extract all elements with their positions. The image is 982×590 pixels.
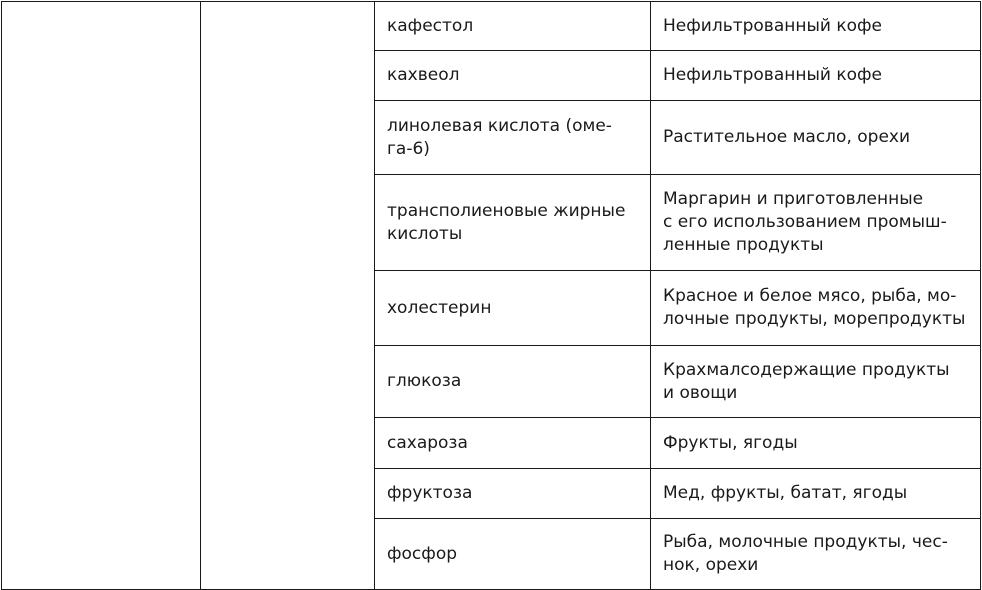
compound-cell: холестерин [375,271,651,346]
source-cell: Маргарин и приготовленные с его использованием промыш- ленные продукты [651,175,981,271]
source-cell: Нефильтрованный кофе [651,51,981,101]
compound-cell: кахвеол [375,51,651,101]
compound-cell: глюкоза [375,346,651,418]
source-cell: Мед, фрукты, батат, ягоды [651,469,981,519]
empty-cell-group [2,2,201,590]
source-cell: Красное и белое мясо, рыба, мо- лочные продукты, морепродукты [651,271,981,346]
compound-cell: фруктоза [375,469,651,519]
nutrient-source-table [1,1,981,590]
table-row [2,2,981,51]
source-cell: Фрукты, ягоды [651,418,981,469]
source-cell: Крахмалсодержащие продукты и овощи [651,346,981,418]
source-cell: Рыба, молочные продукты, чес- нок, орехи [651,519,981,590]
compound-cell: кафестол [375,2,651,51]
source-cell: Нефильтрованный кофе [651,2,981,51]
compound-cell: фосфор [375,519,651,590]
compound-cell: линолевая кислота (оме- га-6) [375,101,651,175]
empty-cell-subgroup [201,2,375,590]
compound-cell: трансполиеновые жирные кислоты [375,175,651,271]
compound-cell: сахароза [375,418,651,469]
source-cell: Растительное масло, орехи [651,101,981,175]
